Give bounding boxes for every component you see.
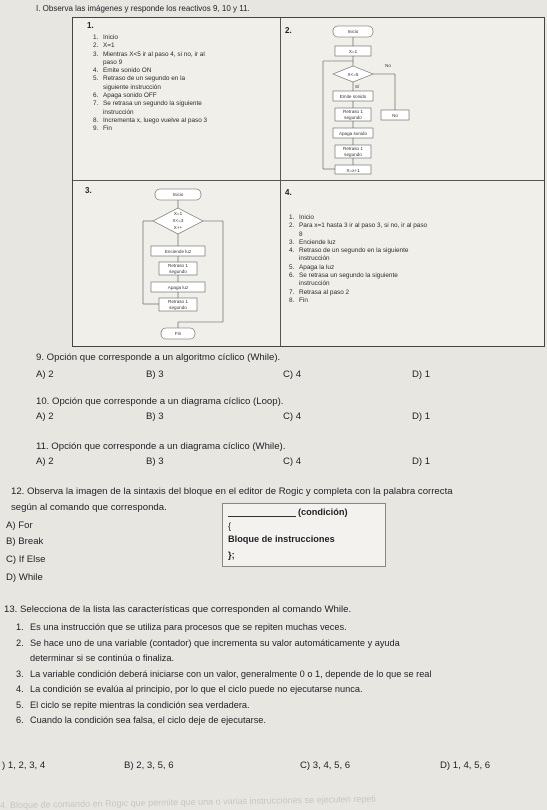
q13-list-item-number: 4.: [16, 684, 24, 694]
q13-list-item-number: 6.: [16, 715, 24, 725]
figure-panel-grid: [72, 17, 545, 347]
syntax-body: Bloque de instrucciones: [228, 534, 335, 544]
flowchart-branch-no: No: [385, 63, 391, 68]
syntax-open-brace: {: [228, 521, 232, 531]
panel-1-step: [93, 84, 278, 92]
flowchart3-off-label: Apaga luz: [167, 285, 189, 290]
panel-1-step-text: Retraso de un segundo en la: [103, 75, 186, 83]
syntax-condition: (condición): [298, 507, 348, 517]
panel-1-step: [93, 51, 278, 59]
panel-1-step: [93, 117, 278, 125]
panel-1-step-number: 9.: [93, 125, 99, 133]
flowchart3-end-label: Fin: [174, 331, 182, 336]
q9-option-d[interactable]: D) 1: [412, 369, 431, 380]
panel-1-step-text: paso 9: [103, 58, 123, 66]
panel-4-step-text: Inicio: [299, 214, 314, 221]
q13-option-a[interactable]: ) 1, 2, 3, 4: [2, 760, 46, 771]
q10-option-d[interactable]: D) 1: [412, 411, 431, 422]
syntax-close-brace: };: [228, 550, 235, 560]
panel-1-step: [93, 34, 278, 42]
panel-1-step-text: Se retrasa un segundo la siguiente: [103, 100, 202, 108]
q13-list-item-number: [16, 651, 30, 667]
panel-4-step: [289, 255, 544, 263]
panel-2-number: 2.: [285, 26, 292, 35]
q13-list-item: [16, 651, 547, 667]
panel-1-step-number: 8.: [93, 116, 99, 124]
q13-list-item: [16, 620, 547, 636]
panel-3-number: 3.: [85, 186, 92, 195]
panel-4-step-text: 8: [299, 230, 303, 238]
panel-4-step: [289, 222, 544, 230]
panel-4-step-number: 2.: [289, 222, 295, 230]
panel-4-step-number: [289, 255, 299, 263]
q13-option-b[interactable]: B) 2, 3, 5, 6: [124, 760, 174, 771]
panel-1-step-text: Incrementa x, luego vuelve al paso 3: [103, 116, 208, 124]
question-10-text: 10. Opción que corresponde a un diagrama cíclico (Loop).: [36, 396, 284, 407]
q13-list-item-text: La variable condición deberá iniciarse con un valor, generalmente 0 o 1, depende de lo que se real: [30, 668, 432, 679]
panel-4-step-text: Retrasa al paso 2: [299, 288, 350, 296]
flowchart-delay2-label-1: Retraso 1: [343, 146, 363, 151]
panel-1-step-text: X=1: [103, 42, 115, 50]
q13-option-c[interactable]: C) 3, 4, 5, 6: [300, 760, 351, 771]
q13-list-item-text: Es una instrucción que se utiliza para procesos que se repiten muchas veces.: [30, 622, 347, 632]
q13-list-item-number: 5.: [16, 699, 24, 710]
flowchart-init-label: X=1: [348, 49, 358, 54]
q10-option-c[interactable]: C) 4: [283, 411, 302, 422]
flowchart-delay-label-2: segundo: [344, 115, 362, 120]
q11-option-b[interactable]: B) 3: [146, 456, 164, 467]
flowchart3-delay-label-2: segundo: [169, 269, 187, 274]
panel-1-step-text: Fin: [103, 125, 112, 133]
flowchart-delay-label-1: Retraso 1: [343, 109, 363, 114]
q10-option-a[interactable]: A) 2: [36, 411, 54, 422]
question-13-text: 13. Selecciona de la lista las características que corresponden al comando While.: [4, 604, 352, 615]
q12-option-b[interactable]: B) Break: [6, 536, 44, 547]
flowchart-emit-label: Emite sonido: [339, 94, 367, 99]
panel-4-algorithm-steps: [289, 214, 544, 305]
panel-3-flowchart: [103, 184, 273, 346]
q9-option-b[interactable]: B) 3: [146, 369, 164, 380]
panel-1-step-number: [93, 109, 103, 117]
q13-list-item-number: 2.: [16, 637, 24, 648]
worksheet-instruction: I. Observa las imágenes y responde los reactivos 9, 10 y 11.: [36, 4, 250, 13]
question-11-text: 11. Opción que corresponde a un diagrama cíclico (While).: [36, 441, 286, 452]
panel-4-step: [289, 231, 544, 239]
q13-list-item: [16, 682, 547, 698]
panel-1-step-text: Mientras X<5 ir al paso 4, si no, ir al: [103, 50, 205, 58]
q13-list-item: [16, 713, 547, 729]
q12-option-d[interactable]: D) While: [6, 572, 43, 583]
flowchart-decision-label: X<=5: [347, 72, 359, 77]
flowchart3-start-label: Inicio: [172, 192, 184, 197]
panel-4-step: [289, 247, 544, 255]
q11-option-a[interactable]: A) 2: [36, 456, 54, 467]
flowchart-branch-yes: Sí: [355, 84, 360, 89]
panel-1-step-number: [93, 59, 103, 67]
flowchart-delay2-label-2: segundo: [344, 152, 362, 157]
panel-4-step-number: [289, 280, 299, 288]
panel-4-step-number: 6.: [289, 272, 295, 280]
q13-list-item: [16, 636, 547, 652]
panel-4-step-text: instrucción: [299, 280, 330, 288]
panel-1-step-number: 4.: [93, 67, 99, 75]
flowchart3-delay2-label-2: segundo: [169, 305, 187, 310]
question-9-text: 9. Opción que corresponde a un algoritmo cíclico (While).: [36, 352, 281, 363]
panel-1-step: [93, 92, 278, 100]
panel-1-step-number: [93, 84, 103, 92]
answer-blank-line[interactable]: [228, 516, 296, 517]
panel-4-step-text: instrucción: [299, 255, 330, 263]
flowchart-start-label: Inicio: [347, 29, 359, 34]
q13-characteristics-list: [16, 620, 547, 729]
q12-option-c[interactable]: C) If Else: [6, 554, 46, 565]
panel-4-step-text: Apaga la luz: [299, 263, 335, 271]
flowchart-increment-label: X=x+1: [346, 168, 360, 173]
panel-1-step-number: 3.: [93, 50, 99, 58]
grid-divider-horizontal: [73, 180, 544, 181]
panel-1-step-number: 2.: [93, 42, 99, 50]
panel-1-algorithm-steps: [93, 34, 278, 134]
q9-option-c[interactable]: C) 4: [283, 369, 302, 380]
panel-1-step: [93, 109, 278, 117]
panel-4-step: [289, 264, 544, 272]
question-12-text-line-2: según al comando que corresponda.: [11, 502, 167, 513]
panel-1-step: [93, 125, 278, 133]
panel-1-step-text: Apaga sonido OFF: [103, 92, 157, 100]
flowchart3-init-label: X=1: [173, 211, 183, 216]
q13-option-d[interactable]: D) 1, 4, 5, 6: [440, 760, 491, 771]
q13-list-item-text: El ciclo se repite mientras la condición sea verdadera.: [30, 699, 250, 710]
panel-4-step: [289, 280, 544, 288]
flowchart-end-label: No: [392, 113, 398, 118]
next-question-faint: 4. Bloque de comando en Rogic que permite que una o varias instrucciones se ejecuten repeti: [0, 793, 376, 810]
panel-1-step-number: 1.: [93, 34, 99, 41]
panel-4-step-text: Para x=1 hasta 3 ir al paso 3, si no, ir al paso: [299, 222, 428, 230]
panel-4-step-number: 4.: [289, 247, 295, 255]
flowchart3-delay2-label-1: Retraso 1: [168, 299, 188, 304]
panel-2-flowchart: [303, 22, 503, 178]
panel-4-step-number: 5.: [289, 263, 295, 271]
q13-list-item-text: Cuando la condición sea falsa, el ciclo deje de ejecutarse.: [30, 715, 266, 725]
panel-4-step-text: Fin: [299, 296, 308, 304]
panel-1-step-number: 5.: [93, 75, 99, 83]
panel-4-step-text: Se retrasa un segundo la siguiente: [299, 272, 398, 280]
panel-1-step-number: 6.: [93, 92, 99, 100]
grid-divider-vertical: [280, 18, 281, 346]
q12-option-a[interactable]: A) For: [6, 520, 33, 531]
panel-1-step-text: Emite sonido ON: [103, 67, 152, 75]
q10-option-b[interactable]: B) 3: [146, 411, 164, 422]
panel-4-step: [289, 272, 544, 280]
panel-4-step: [289, 289, 544, 297]
panel-4-step-number: 3.: [289, 238, 295, 246]
panel-1-step: [93, 100, 278, 108]
panel-1-step: [93, 67, 278, 75]
panel-4-step-number: 7.: [289, 288, 295, 296]
q13-list-item: [16, 698, 547, 714]
panel-4-step-text: Enciende luz: [299, 238, 336, 246]
question-12-text-line-1: 12. Observa la imagen de la sintaxis del bloque en el editor de Rogic y completa con la palabra correcta: [11, 486, 453, 497]
q13-list-item-text: Se hace uno de una variable (contador) que incrementa su valor automáticamente y ayuda: [30, 637, 400, 648]
panel-1-step-number: 7.: [93, 100, 99, 108]
panel-4-step-number: [289, 231, 299, 239]
q11-option-d[interactable]: D) 1: [412, 456, 431, 467]
panel-1-step-text: siguiente instrucción: [103, 83, 161, 91]
panel-4-step: [289, 297, 544, 305]
panel-4-step: [289, 239, 544, 247]
panel-1-step: [93, 42, 278, 50]
flowchart-off-label: Apaga sonido: [338, 131, 368, 136]
q13-list-item-number: 1.: [16, 622, 24, 632]
q13-list-item-text: determinar si se continúa o finaliza.: [30, 653, 175, 663]
panel-4-step-text: Retraso de un segundo en la siguiente: [299, 247, 409, 255]
panel-4-step-number: 8.: [289, 296, 295, 304]
flowchart3-on-label: Enciende luz: [164, 249, 192, 254]
panel-4-number: 4.: [285, 188, 292, 197]
q13-list-item: [16, 667, 547, 683]
panel-1-step-text: Inicio: [103, 34, 118, 41]
panel-1-step-text: instrucción: [103, 108, 134, 116]
q9-option-a[interactable]: A) 2: [36, 369, 54, 380]
q13-list-item-text: La condición se evalúa al principio, por lo que el ciclo puede no ejecutarse nunca.: [30, 684, 363, 694]
flowchart3-cond-label: X<=3: [172, 218, 184, 223]
q13-list-item-number: 3.: [16, 668, 24, 679]
panel-1-number: 1.: [87, 21, 94, 30]
flowchart3-inc-label: X++: [173, 225, 183, 230]
flowchart3-delay-label-1: Retraso 1: [168, 263, 188, 268]
panel-1-step: [93, 75, 278, 83]
q11-option-c[interactable]: C) 4: [283, 456, 302, 467]
panel-4-step-number: 1.: [289, 214, 295, 221]
panel-4-step: [289, 214, 544, 222]
panel-1-step: [93, 59, 278, 67]
